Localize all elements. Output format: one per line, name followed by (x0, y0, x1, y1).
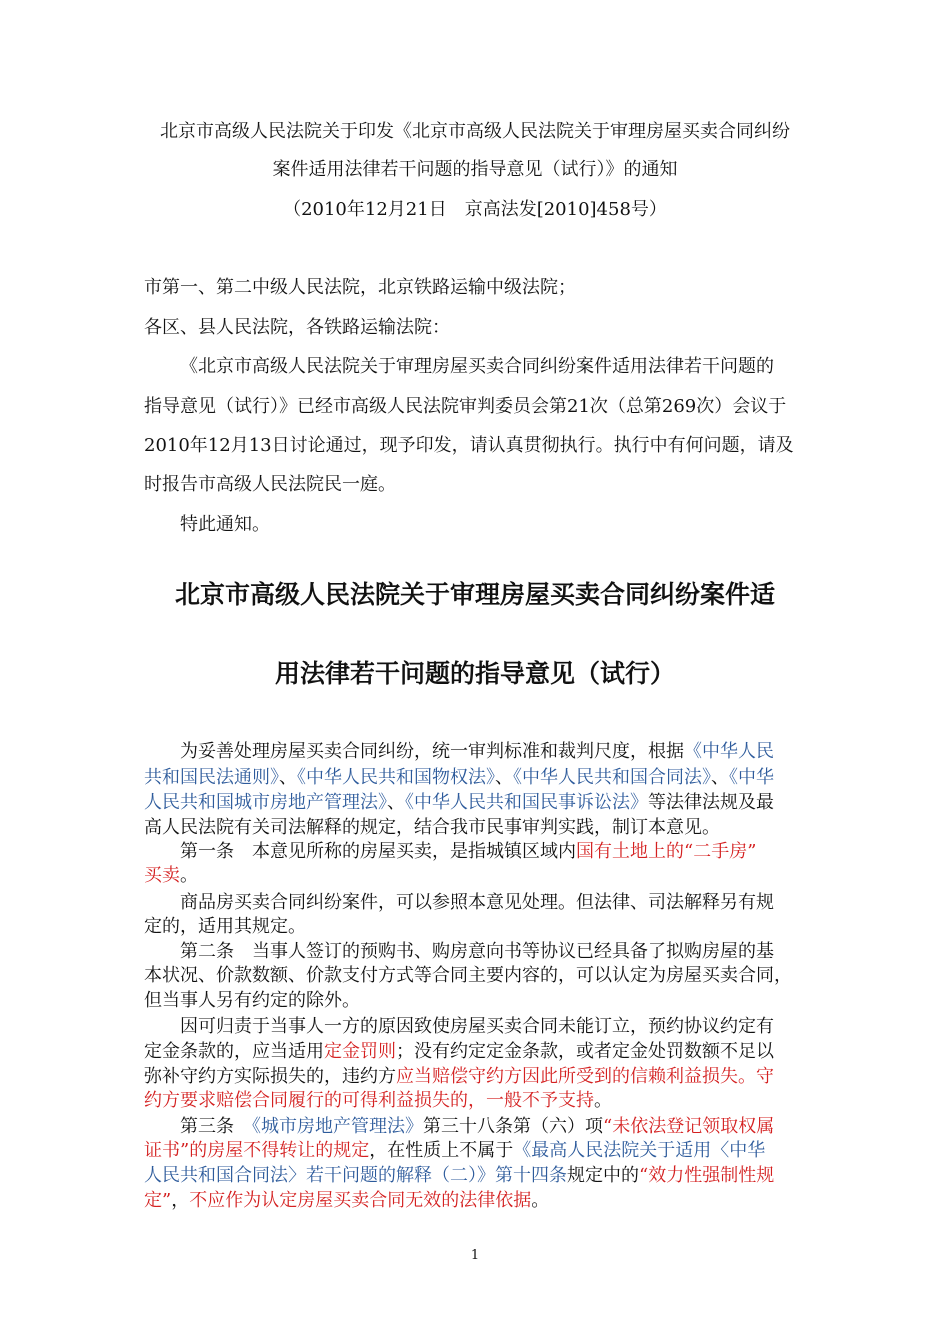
article2-para2-line2: 定金条款的，应当适用定金罚则；没有约定定金条款，或者定金处罚数额不足以 (144, 1041, 774, 1062)
intro-line1: 为妥善处理房屋买卖合同纠纷，统一审判标准和裁判尺度，根据《中华人民 (180, 741, 774, 762)
opinion-title-line1: 北京市高级人民法院关于审理房屋买卖合同纠纷案件适 (174, 580, 775, 609)
notice-para-line3: 2010年12月13日讨论通过，现予印发，请认真贯彻执行。执行中有何问题，请及 (144, 435, 794, 456)
article2-para2-line4: 约方要求赔偿合同履行的可得利益损失的，一般不予支持。 (144, 1090, 612, 1111)
article1-para2-line1: 商品房买卖合同纠纷案件，可以参照本意见处理。但法律、司法解释另有规 (180, 892, 774, 913)
article1-para2-line2: 定的，适用其规定。 (144, 916, 306, 937)
article2-para2-line1: 因可归责于当事人一方的原因致使房屋买卖合同未能订立，预约协议约定有 (180, 1016, 774, 1037)
notice-date-line: （2010年12月21日 京高法发[2010]458号） (283, 199, 667, 220)
article1-line1: 第一条 本意见所称的房屋买卖，是指城镇区域内国有土地上的“二手房” (180, 841, 757, 862)
intro-line4: 高人民法院有关司法解释的规定，结合我市民事审判实践，制订本意见。 (144, 817, 720, 838)
notice-closing: 特此通知。 (180, 514, 270, 535)
article2-line2: 本状况、价款数额、价款支付方式等合同主要内容的，可以认定为房屋买卖合同， (144, 965, 792, 986)
article2-line3: 但当事人另有约定的除外。 (144, 990, 360, 1011)
article2-para2-line3: 弥补守约方实际损失的，违约方应当赔偿守约方因此所受到的信赖利益损失。守 (144, 1066, 774, 1087)
intro-line2: 共和国民法通则》、《中华人民共和国物权法》、《中华人民共和国合同法》、《中华 (144, 767, 774, 788)
article3-line3: 人民共和国合同法〉若干问题的解释（二）》第十四条规定中的“效力性强制性规 (144, 1165, 775, 1186)
page-number: 1 (470, 1248, 480, 1263)
article3-line4: 定”，不应作为认定房屋买卖合同无效的法律依据。 (144, 1190, 550, 1211)
notice-para-line4: 时报告市高级人民法院民一庭。 (144, 474, 396, 495)
notice-title-line2: 案件适用法律若干问题的指导意见（试行）》的通知 (272, 159, 678, 180)
notice-title-line1: 北京市高级人民法院关于印发《北京市高级人民法院关于审理房屋买卖合同纠纷 (160, 121, 790, 142)
notice-recipient2: 各区、县人民法院，各铁路运输法院： (144, 317, 450, 338)
article1-line2: 买卖。 (144, 865, 198, 886)
article2-line1: 第二条 当事人签订的预购书、购房意向书等协议已经具备了拟购房屋的基 (180, 941, 774, 962)
opinion-title-line2: 用法律若干问题的指导意见（试行） (274, 659, 675, 688)
notice-para-line2: 指导意见（试行）》已经市高级人民法院审判委员会第21次（总第269次）会议于 (144, 396, 787, 417)
article3-line1: 第三条 《城市房地产管理法》第三十八条第（六）项“未依法登记领取权属 (180, 1116, 775, 1137)
article3-line2: 证书”的房屋不得转让的规定，在性质上不属于《最高人民法院关于适用〈中华 (144, 1140, 766, 1161)
intro-line3: 人民共和国城市房地产管理法》、《中华人民共和国民事诉讼法》等法律法规及最 (144, 792, 774, 813)
notice-recipient1: 市第一、第二中级人民法院，北京铁路运输中级法院； (144, 277, 576, 298)
notice-para-line1: 《北京市高级人民法院关于审理房屋买卖合同纠纷案件适用法律若干问题的 (180, 356, 774, 377)
